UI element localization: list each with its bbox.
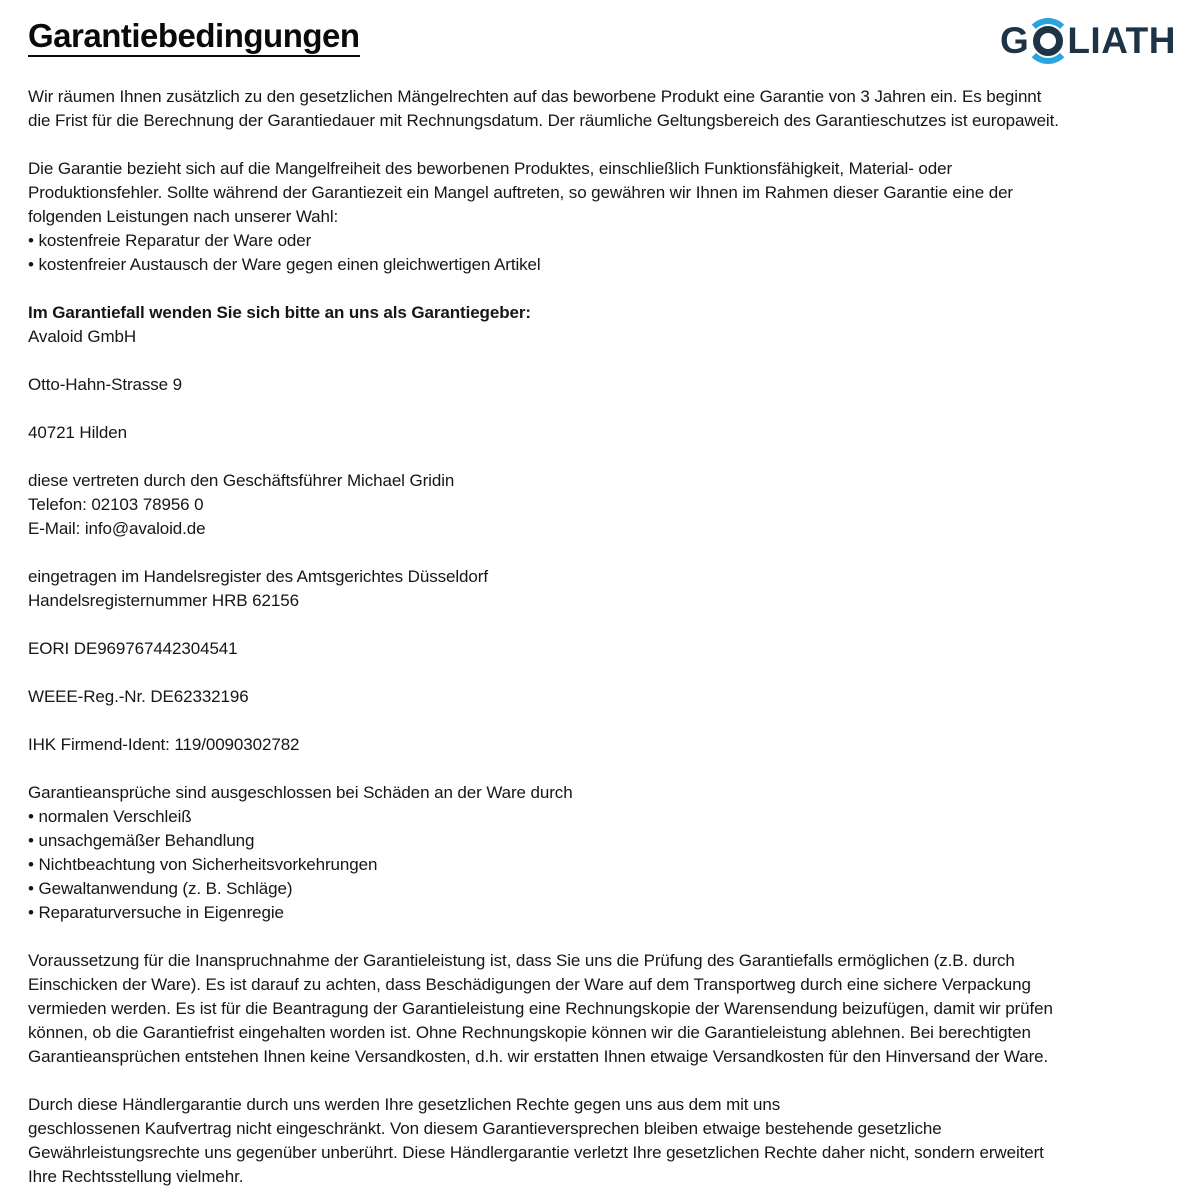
text-line: WEEE-Reg.-Nr. DE62332196: [28, 687, 249, 706]
paragraph-block: [28, 565, 1186, 613]
text-line: • normalen Verschleiß: [28, 807, 192, 826]
paragraph-block: [28, 733, 1186, 757]
paragraph-block: [28, 637, 1186, 661]
text-line: • unsachgemäßer Behandlung: [28, 831, 255, 850]
text-line: • Gewaltanwendung (z. B. Schläge): [28, 879, 293, 898]
text-line: Telefon: 02103 78956 0: [28, 495, 204, 514]
paragraph-block: [28, 949, 1186, 1069]
goliath-logo: [1000, 12, 1176, 68]
paragraph-block: [28, 157, 1186, 277]
page-title: [28, 16, 360, 56]
section-heading-line: Im Garantiefall wenden Sie sich bitte an uns als Garantiegeber:: [28, 303, 531, 322]
paragraph-block: [28, 469, 1186, 541]
text-line: können, ob die Garantiefrist eingehalten worden ist. Ohne Rechnungskopie können wir die Garantieleistung ablehnen. Bei berechtigten: [28, 1023, 1031, 1042]
text-line: geschlossenen Kaufvertrag nicht eingeschränkt. Von diesem Garantieversprechen bleiben etwaige bestehende gesetzliche: [28, 1119, 942, 1138]
paragraph-block: [28, 781, 1186, 925]
logo-letters-liath: LIATH: [1067, 19, 1176, 61]
text-line: eingetragen im Handelsregister des Amtsgerichtes Düsseldorf: [28, 567, 488, 586]
text-line: Gewährleistungsrechte uns gegenüber unberührt. Diese Händlergarantie verletzt Ihre gesetzlichen Rechte daher nicht, sondern erweitert: [28, 1143, 1044, 1162]
text-line: Garantieansprüche sind ausgeschlossen bei Schäden an der Ware durch: [28, 783, 573, 802]
text-line: • Nichtbeachtung von Sicherheitsvorkehrungen: [28, 855, 378, 874]
text-line: die Frist für die Berechnung der Garantiedauer mit Rechnungsdatum. Der räumliche Geltungsbereich des Garantieschutzes ist europaweit.: [28, 111, 1059, 130]
paragraph-block: [28, 373, 1186, 397]
text-line: • kostenfreie Reparatur der Ware oder: [28, 231, 312, 250]
text-line: Handelsregisternummer HRB 62156: [28, 591, 299, 610]
paragraph-block: [28, 421, 1186, 445]
text-line: Produktionsfehler. Sollte während der Garantiezeit ein Mangel auftreten, so gewähren wir Ihnen im Rahmen dieser Garantie eine der: [28, 183, 1013, 202]
text-line: Die Garantie bezieht sich auf die Mangelfreiheit des beworbenen Produktes, einschließlich Funktionsfähigkeit, Material- oder: [28, 159, 953, 178]
page-title-text: Garantiebedingungen: [28, 17, 360, 57]
text-line: EORI DE969767442304541: [28, 639, 238, 658]
text-line: vermieden werden. Es ist für die Beantragung der Garantieleistung eine Rechnungskopie der Warensendung beizufügen, damit wir prüfen: [28, 999, 1053, 1018]
text-line: Durch diese Händlergarantie durch uns werden Ihre gesetzlichen Rechte gegen uns aus dem mit uns: [28, 1095, 781, 1114]
text-line: 40721 Hilden: [28, 423, 127, 442]
document-blocks: [28, 85, 1186, 1200]
text-line: Einschicken der Ware). Es ist darauf zu achten, dass Beschädigungen der Ware auf dem Transportweg durch eine sichere Verpackung: [28, 975, 1031, 994]
text-line: Garantieansprüchen entstehen Ihnen keine Versandkosten, d.h. wir erstatten Ihnen etwaige Versandkosten für den Hinversand der Ware.: [28, 1047, 1049, 1066]
text-line: Avaloid GmbH: [28, 327, 137, 346]
text-line: Voraussetzung für die Inanspruchnahme der Garantieleistung ist, dass Sie uns die Prüfung des Garantiefalls ermöglichen (z.B. durch: [28, 951, 1015, 970]
text-line: IHK Firmend-Ident: 119/0090302782: [28, 735, 300, 754]
paragraph-block: [28, 85, 1186, 133]
text-line: folgenden Leistungen nach unserer Wahl:: [28, 207, 339, 226]
logo-o-orbit-icon: [1033, 26, 1063, 56]
text-line: Ihre Rechtsstellung vielmehr.: [28, 1167, 244, 1186]
text-line: Wir räumen Ihnen zusätzlich zu den gesetzlichen Mängelrechten auf das beworbene Produkt eine Garantie von 3 Jahren ein. Es beginnt: [28, 87, 1042, 106]
paragraph-block: [28, 685, 1186, 709]
text-line: Otto-Hahn-Strasse 9: [28, 375, 182, 394]
text-line: diese vertreten durch den Geschäftsführer Michael Gridin: [28, 471, 455, 490]
text-line: • kostenfreier Austausch der Ware gegen einen gleichwertigen Artikel: [28, 255, 541, 274]
text-line: E-Mail: info@avaloid.de: [28, 519, 206, 538]
text-line: • Reparaturversuche in Eigenregie: [28, 903, 284, 922]
paragraph-block: [28, 1093, 1186, 1189]
logo-letter-g: G: [1000, 19, 1030, 61]
paragraph-block: [28, 301, 1186, 349]
